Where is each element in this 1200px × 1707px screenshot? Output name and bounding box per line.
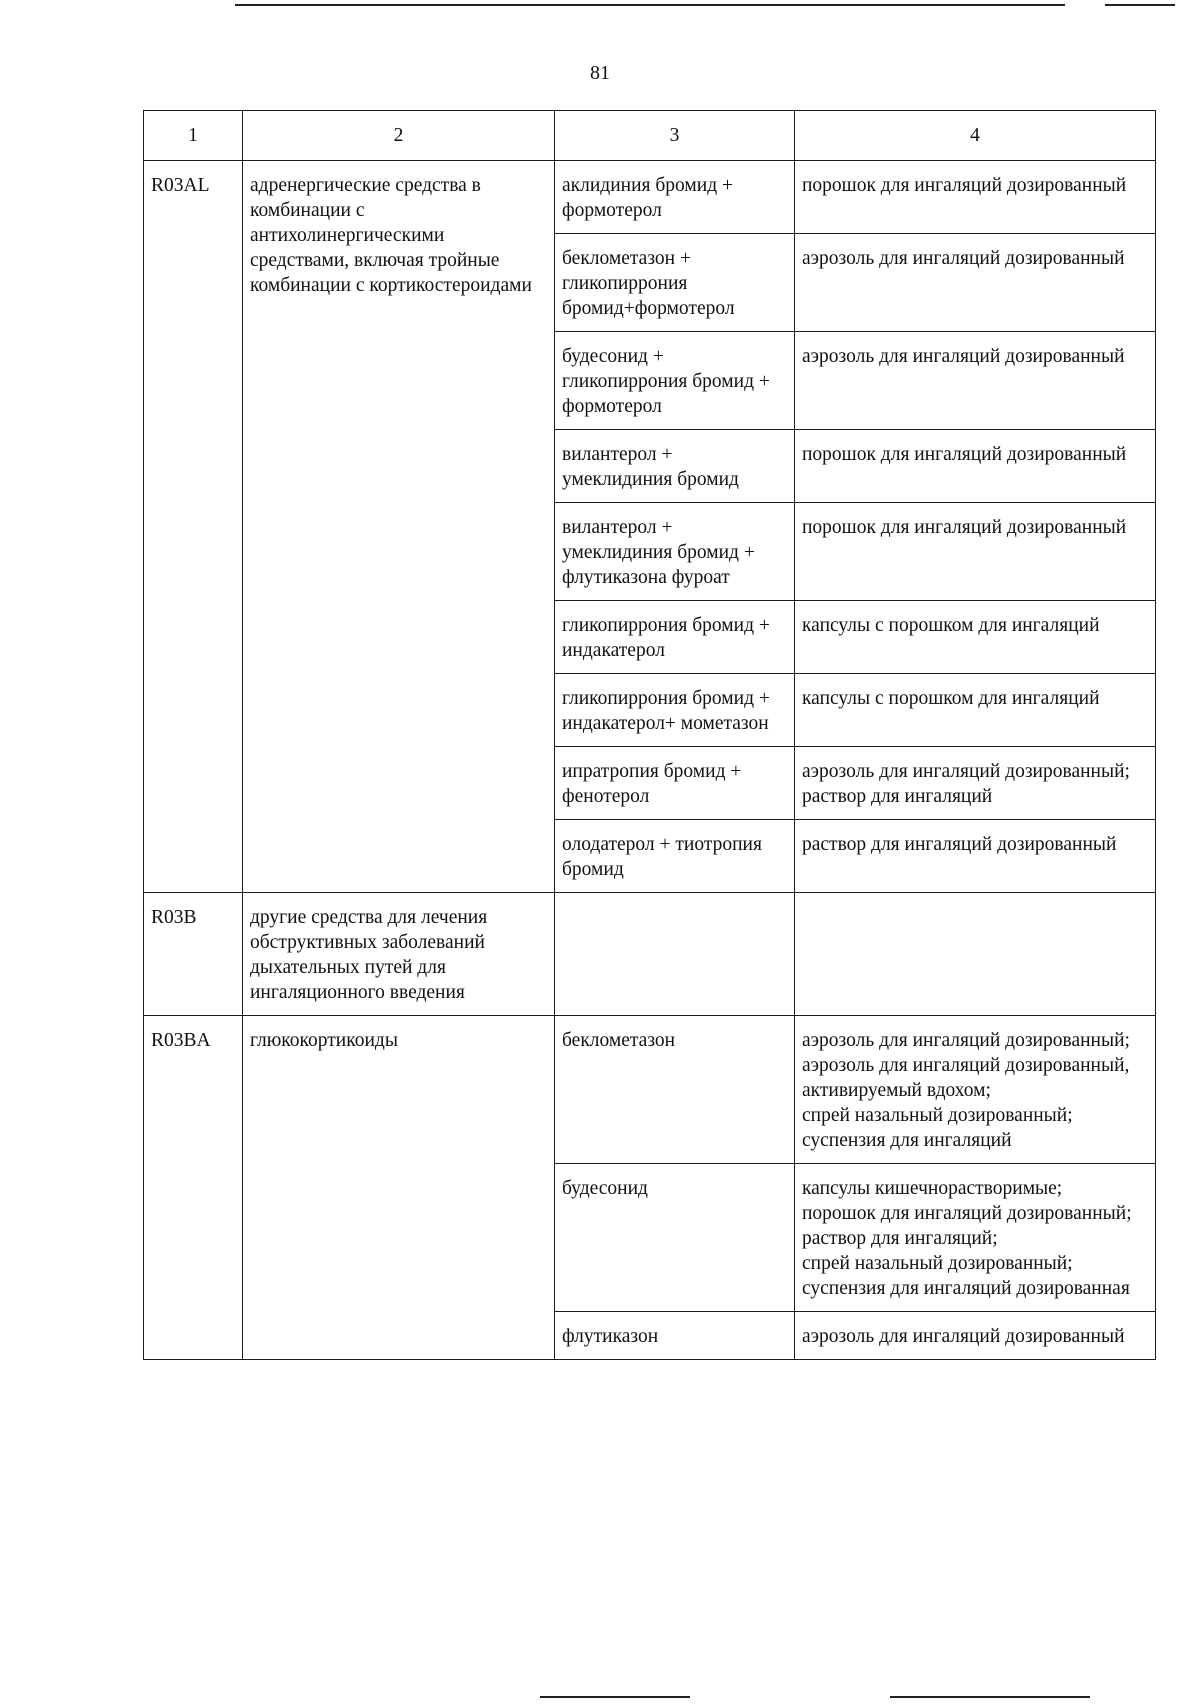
substance-cell: вилантерол + умеклидиния бромид + флутиказона фуроат: [555, 503, 795, 601]
table-header-row: [144, 111, 1156, 161]
drug-classification-table: [143, 110, 1156, 1360]
substance-cell: гликопиррония бромид + индакатерол: [555, 601, 795, 674]
dosage-form-cell: порошок для ингаляций дозированный: [795, 161, 1156, 234]
dosage-form-cell: капсулы кишечнорастворимые; порошок для ингаляций дозированный; раствор для ингаляций; спрей назальный дозированный; суспензия для ингаляций дозированная: [795, 1164, 1156, 1312]
atc-code-cell: R03AL: [144, 161, 243, 893]
dosage-form-cell: капсулы с порошком для ингаляций: [795, 674, 1156, 747]
bottom-scan-line: [540, 1696, 690, 1698]
dosage-form-cell: капсулы с порошком для ингаляций: [795, 601, 1156, 674]
top-scan-line: [235, 4, 1065, 6]
dosage-form-cell: аэрозоль для ингаляций дозированный: [795, 332, 1156, 430]
column-header-2: 2: [243, 111, 555, 161]
substance-cell: будесонид: [555, 1164, 795, 1312]
substance-cell: ипратропия бромид + фенотерол: [555, 747, 795, 820]
dosage-form-cell: [795, 893, 1156, 1016]
substance-cell: будесонид + гликопиррония бромид + формотерол: [555, 332, 795, 430]
page-number: 81: [590, 62, 610, 84]
top-scan-line-short: [1105, 4, 1175, 6]
group-name-cell: глюкокортикоиды: [243, 1016, 555, 1360]
substance-cell: аклидиния бромид + формотерол: [555, 161, 795, 234]
substance-cell: беклометазон + гликопиррония бромид+формотерол: [555, 234, 795, 332]
dosage-form-cell: аэрозоль для ингаляций дозированный: [795, 1312, 1156, 1360]
column-header-1: 1: [144, 111, 243, 161]
group-name-cell: другие средства для лечения обструктивных заболеваний дыхательных путей для ингаляционного введения: [243, 893, 555, 1016]
column-header-4: 4: [795, 111, 1156, 161]
atc-code-cell: R03B: [144, 893, 243, 1016]
dosage-form-cell: порошок для ингаляций дозированный: [795, 430, 1156, 503]
substance-cell: флутиказон: [555, 1312, 795, 1360]
dosage-form-cell: аэрозоль для ингаляций дозированный; раствор для ингаляций: [795, 747, 1156, 820]
substance-cell: гликопиррония бромид + индакатерол+ мометазон: [555, 674, 795, 747]
substance-cell: олодатерол + тиотропия бромид: [555, 820, 795, 893]
substance-cell: [555, 893, 795, 1016]
dosage-form-cell: аэрозоль для ингаляций дозированный: [795, 234, 1156, 332]
table-row: [144, 893, 1156, 1016]
atc-code-cell: R03BA: [144, 1016, 243, 1360]
substance-cell: беклометазон: [555, 1016, 795, 1164]
substance-cell: вилантерол + умеклидиния бромид: [555, 430, 795, 503]
table-row: [144, 161, 1156, 234]
dosage-form-cell: порошок для ингаляций дозированный: [795, 503, 1156, 601]
dosage-form-cell: раствор для ингаляций дозированный: [795, 820, 1156, 893]
dosage-form-cell: аэрозоль для ингаляций дозированный; аэрозоль для ингаляций дозированный, активируемый вдохом; спрей назальный дозированный; суспензия для ингаляций: [795, 1016, 1156, 1164]
column-header-3: 3: [555, 111, 795, 161]
group-name-cell: адренергические средства в комбинации с антихолинергическими средствами, включая тройные комбинации с кортикостероидами: [243, 161, 555, 893]
bottom-scan-line-right: [890, 1696, 1090, 1698]
table-row: [144, 1016, 1156, 1164]
